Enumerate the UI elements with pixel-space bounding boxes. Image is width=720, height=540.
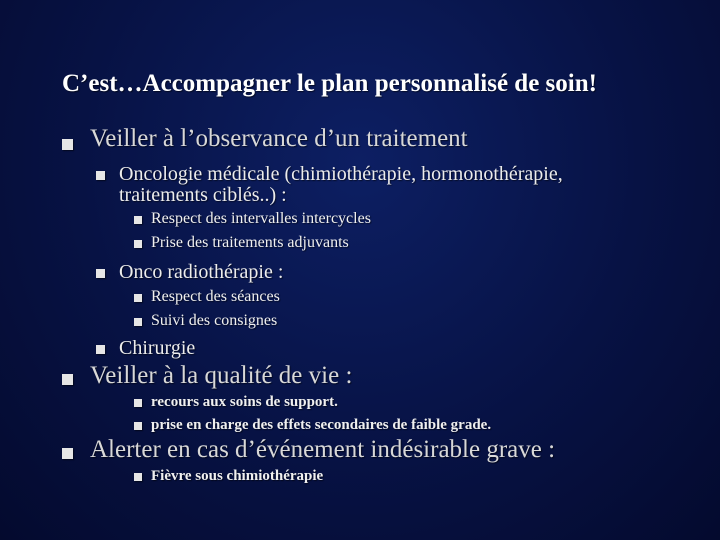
square-bullet-icon xyxy=(134,240,142,248)
square-bullet-icon xyxy=(62,374,73,385)
bullet-level2-radiotherapie: Onco radiothérapie : xyxy=(119,261,284,283)
square-bullet-icon xyxy=(62,448,73,459)
square-bullet-icon xyxy=(96,171,105,180)
bullet-level1-observance: Veiller à l’observance d’un traitement xyxy=(90,125,468,152)
bullet-level3-adjuvants: Prise des traitements adjuvants xyxy=(151,234,349,251)
bullet-level3-soins-support: recours aux soins de support. xyxy=(151,394,338,410)
slide-title: C’est…Accompagner le plan personnalisé de soin! xyxy=(62,70,597,97)
square-bullet-icon xyxy=(134,294,142,302)
bullet-level2-oncologie-line2: traitements ciblés..) : xyxy=(119,184,287,206)
bullet-level3-effets-secondaires: prise en charge des effets secondaires de faible grade. xyxy=(151,417,492,433)
square-bullet-icon xyxy=(134,399,142,407)
square-bullet-icon xyxy=(62,139,73,150)
bullet-level3-fievre: Fièvre sous chimiothérapie xyxy=(151,468,324,484)
square-bullet-icon xyxy=(134,473,142,481)
bullet-level3-intervalles: Respect des intervalles intercycles xyxy=(151,210,371,227)
square-bullet-icon xyxy=(134,216,142,224)
bullet-level1-alerter: Alerter en cas d’événement indésirable grave : xyxy=(90,436,556,463)
square-bullet-icon xyxy=(96,269,105,278)
square-bullet-icon xyxy=(134,422,142,430)
bullet-level1-qualite-vie: Veiller à la qualité de vie : xyxy=(90,362,353,389)
bullet-level3-consignes: Suivi des consignes xyxy=(151,312,278,329)
square-bullet-icon xyxy=(134,318,142,326)
bullet-level2-chirurgie: Chirurgie xyxy=(119,337,196,359)
square-bullet-icon xyxy=(96,345,105,354)
bullet-level3-seances: Respect des séances xyxy=(151,288,280,305)
bullet-level2-oncologie-line1: Oncologie médicale (chimiothérapie, hormonothérapie, xyxy=(119,163,563,185)
